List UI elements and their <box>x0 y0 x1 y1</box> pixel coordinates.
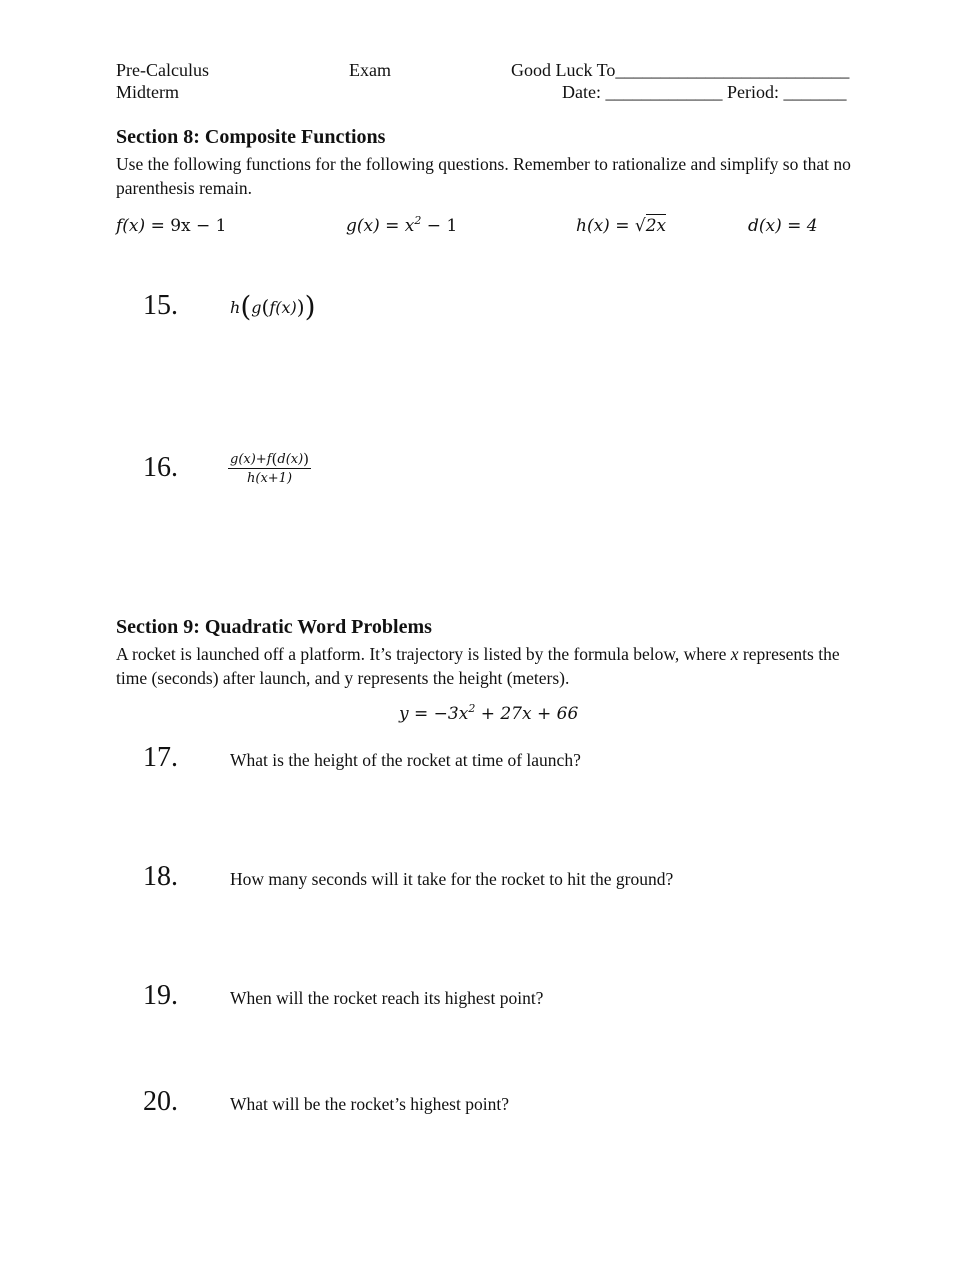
rocket-formula-exponent: 2 <box>468 702 476 715</box>
section-9-intro-part2: represents the time (seconds) after launch, and y represents the height (meters). <box>116 644 840 688</box>
function-f-lhs: f(x) <box>116 216 146 236</box>
rocket-formula-lhs: y = −3x <box>399 704 469 724</box>
section-9-intro-var: x <box>730 644 739 664</box>
section-9-title: Section 9: Quadratic Word Problems <box>116 616 432 638</box>
function-h-lhs: h(x) = <box>576 216 635 236</box>
section-9-intro-part1: A rocket is launched off a platform. It’s trajectory is listed by the formula below, where <box>116 644 731 664</box>
function-d: d(x) = 4 <box>748 216 818 236</box>
question-15-expression: h(g(f(x))) <box>230 290 316 323</box>
question-20-number: 20. <box>143 1086 178 1117</box>
section-8-title: Section 8: Composite Functions <box>116 126 386 148</box>
q15-h: h <box>230 298 241 317</box>
function-g <box>346 216 457 236</box>
q16-numerator-inner: d(x) <box>277 452 304 467</box>
question-18-number: 18. <box>143 861 178 892</box>
course-name: Pre-Calculus <box>116 60 209 80</box>
question-18-text: How many seconds will it take for the rocket to hit the ground? <box>230 869 674 889</box>
exam-label: Exam <box>349 60 391 80</box>
section-8-instructions: Use the following functions for the following questions. Remember to rationalize and simplify so that no parenthesis remain. <box>116 154 851 198</box>
function-h-radicand: 2x <box>645 216 667 236</box>
function-f <box>116 216 226 236</box>
function-g-tail: − 1 <box>421 216 458 236</box>
q15-f: f(x) <box>269 298 297 317</box>
course-subtitle: Midterm <box>116 82 179 102</box>
question-17-text: What is the height of the rocket at time of launch? <box>230 750 581 770</box>
q16-denominator: h(x+1) <box>247 471 293 486</box>
q15-g: g <box>251 298 262 317</box>
question-15-number: 15. <box>143 290 178 321</box>
function-g-rhs: = x <box>385 216 415 236</box>
question-20-text: What will be the rocket’s highest point? <box>230 1094 509 1114</box>
section-9-intro <box>116 642 866 690</box>
question-19-text: When will the rocket reach its highest point? <box>230 988 544 1008</box>
question-16-fraction <box>228 452 311 486</box>
rocket-formula-rhs: + 27x + 66 <box>475 704 579 724</box>
question-16-number: 16. <box>143 452 178 483</box>
student-name-line: Good Luck To__________________________ <box>511 60 850 80</box>
sqrt-icon: √ <box>634 216 646 236</box>
date-period-line: Date: _____________ Period: _______ <box>562 82 847 102</box>
rocket-formula <box>399 704 578 724</box>
q16-numerator: g(x)+f(d(x)) <box>230 450 310 468</box>
question-17-number: 17. <box>143 742 178 773</box>
function-g-exponent: 2 <box>414 214 422 227</box>
function-f-rhs: = 9x − 1 <box>150 216 227 236</box>
function-g-lhs: g(x) <box>346 216 380 236</box>
function-h <box>576 216 666 236</box>
question-19-number: 19. <box>143 980 178 1011</box>
q16-numerator-outer: g(x)+f <box>230 452 272 467</box>
